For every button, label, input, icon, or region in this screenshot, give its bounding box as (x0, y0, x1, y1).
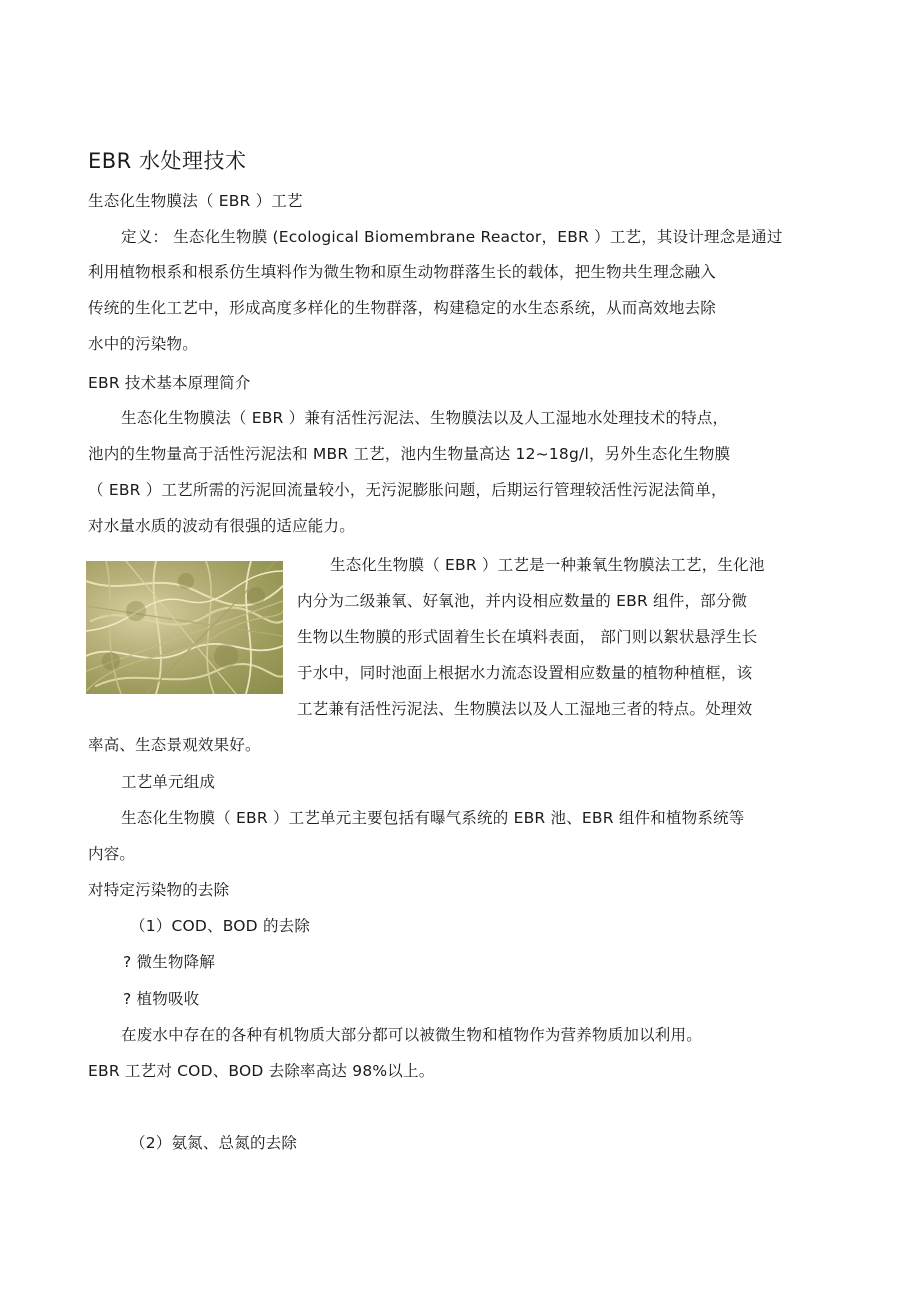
document-title: EBR 水处理技术 (88, 149, 247, 173)
process-line: 于水中，同时池面上根据水力流态设置相应数量的植物种植框，该 (297, 664, 753, 682)
principle-line: 对水量水质的波动有很强的适应能力。 (88, 517, 355, 535)
definition-line: 水中的污染物。 (88, 335, 198, 353)
process-line: 生物以生物膜的形式固着生长在填料表面， 部门则以絮状悬浮生长 (297, 628, 758, 646)
cod-text-line: 在废水中存在的各种有机物质大部分都可以被微生物和植物作为营养物质加以利用。 (121, 1026, 702, 1044)
biofilm-fiber-photo (86, 561, 283, 694)
principle-heading: EBR 技术基本原理简介 (88, 374, 251, 392)
cod-heading: （1）COD、BOD 的去除 (130, 917, 311, 935)
definition-line: 利用植物根系和根系仿生填料作为微生物和原生动物群落生长的载体，把生物共生理念融入 (88, 263, 717, 281)
bullet-item: ? 植物吸收 (123, 990, 200, 1008)
unit-line: 内容。 (88, 845, 136, 863)
nitrogen-heading: （2）氨氮、总氮的去除 (130, 1134, 298, 1152)
cod-text-line: EBR 工艺对 COD、BOD 去除率高达 98%以上。 (88, 1062, 435, 1080)
principle-line: （ EBR ）工艺所需的污泥回流量较小，无污泥膨胀问题，后期运行管理较活性污泥法简单， (88, 481, 727, 499)
process-line: 内分为二级兼氧、好氧池，并内设相应数量的 EBR 组件，部分微 (297, 592, 748, 610)
process-line: 工艺兼有活性污泥法、生物膜法以及人工湿地三者的特点。处理效 (297, 700, 753, 718)
unit-line: 生态化生物膜（ EBR ）工艺单元主要包括有曝气系统的 EBR 池、EBR 组件和植物系统等 (121, 809, 745, 827)
principle-line: 池内的生物量高于活性污泥法和 MBR 工艺，池内生物量高达 12~18g/l，另外生态化生物膜 (88, 445, 731, 463)
definition-line: 传统的生化工艺中，形成高度多样化的生物群落，构建稳定的水生态系统，从而高效地去除 (88, 299, 717, 317)
unit-heading: 工艺单元组成 (121, 773, 216, 791)
bullet-item: ? 微生物降解 (123, 953, 216, 971)
principle-line: 生态化生物膜法（ EBR ）兼有活性污泥法、生物膜法以及人工湿地水处理技术的特点， (121, 409, 729, 427)
removal-heading: 对特定污染物的去除 (88, 881, 230, 899)
definition-line: 定义： 生态化生物膜 (Ecological Biomembrane Reactor，EBR ）工艺，其设计理念是通过 (121, 228, 783, 246)
process-line: 率高、生态景观效果好。 (88, 736, 261, 754)
process-line: 生态化生物膜（ EBR ）工艺是一种兼氧生物膜法工艺，生化池 (330, 556, 765, 574)
section-subtitle: 生态化生物膜法（ EBR ）工艺 (88, 192, 303, 210)
